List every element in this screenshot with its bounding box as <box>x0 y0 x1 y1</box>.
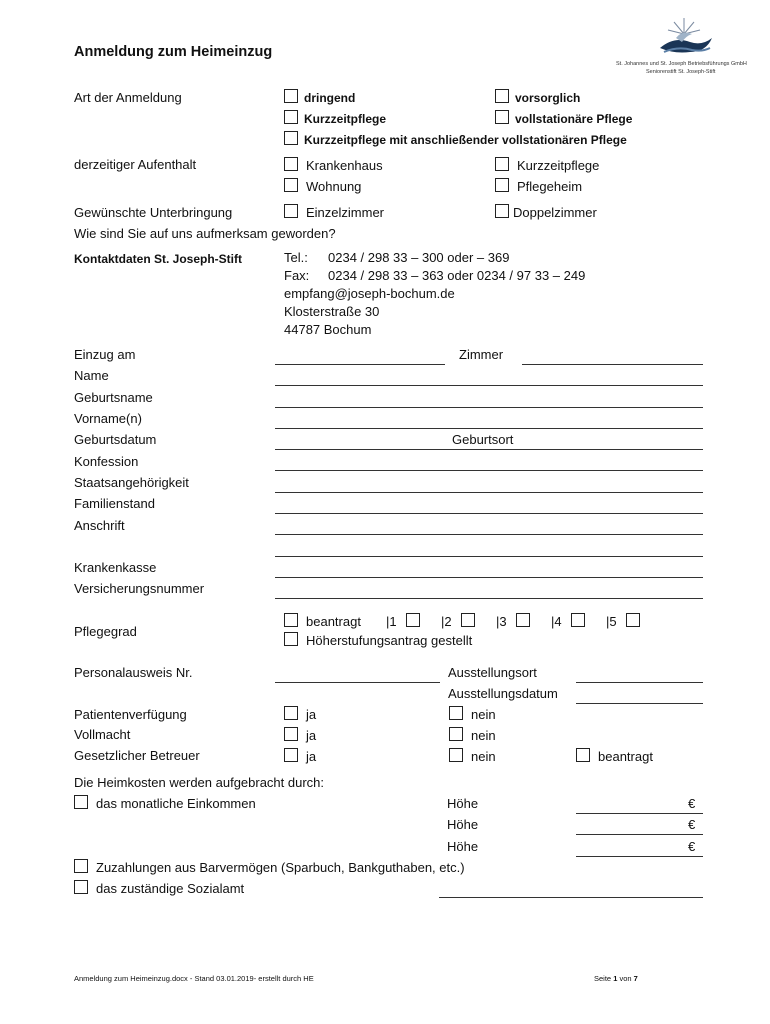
patient-ja-label: ja <box>306 707 317 722</box>
patient-nein-label: nein <box>471 707 496 722</box>
logo-text-line1: St. Johannes und St. Joseph Betriebsführungs GmbH <box>616 61 747 67</box>
grad-3-label: |3 <box>496 614 507 629</box>
hoeherstufung-label: Höherstufungsantrag gestellt <box>306 633 473 648</box>
vollmacht-nein-label: nein <box>471 728 496 743</box>
pflegeheim-label: Pflegeheim <box>517 179 583 194</box>
ausweis-label: Personalausweis Nr. <box>74 665 193 680</box>
total-pages: 7 <box>633 974 638 983</box>
vorsorglich-checkbox[interactable] <box>495 89 509 103</box>
aufenthalt-kurzzeitpflege-label: Kurzzeitpflege <box>517 158 600 173</box>
logo-text-line2: Seniorenstift St. Joseph-Stift <box>646 69 716 75</box>
tel-number: 0234 / 298 33 – 300 oder – 369 <box>328 250 510 265</box>
ausstellungsort-label: Ausstellungsort <box>448 665 537 680</box>
pflegeheim-checkbox[interactable] <box>495 178 509 192</box>
anschrift-field-2[interactable] <box>275 556 703 557</box>
einzug-label: Einzug am <box>74 347 136 362</box>
einkommen-label: das monatliche Einkommen <box>96 796 256 811</box>
email-link[interactable]: empfang@joseph-bochum.de <box>284 286 455 301</box>
wohnung-checkbox[interactable] <box>284 178 298 192</box>
kurzzeitpflege-label: Kurzzeitpflege <box>304 112 387 126</box>
geburtsname-label: Geburtsname <box>74 390 153 405</box>
zimmer-label: Zimmer <box>459 347 504 362</box>
staatsangehoerigkeit-label: Staatsangehörigkeit <box>74 475 189 490</box>
wohnung-label: Wohnung <box>306 179 362 194</box>
familienstand-label: Familienstand <box>74 496 155 511</box>
betreuer-beantragt-label: beantragt <box>598 749 653 764</box>
pflegegrad-beantragt-checkbox[interactable] <box>284 613 298 627</box>
art-label: Art der Anmeldung <box>74 90 182 105</box>
hoehe-label-3: Höhe <box>447 839 479 854</box>
aufenthalt-kurzzeitpflege-checkbox[interactable] <box>495 157 509 171</box>
doppelzimmer-checkbox[interactable] <box>495 204 509 218</box>
aufenthalt-label: derzeitiger Aufenthalt <box>74 157 197 172</box>
vollmacht-ja-label: ja <box>306 728 317 743</box>
geburtsname-field[interactable] <box>275 407 703 408</box>
dringend-checkbox[interactable] <box>284 89 298 103</box>
kurzzeit-anschluss-checkbox[interactable] <box>284 131 298 145</box>
page-title: Anmeldung zum Heimeinzug <box>74 44 273 60</box>
grad-1-checkbox[interactable] <box>406 613 420 627</box>
krankenkasse-label: Krankenkasse <box>74 560 157 575</box>
grad-4-label: |4 <box>551 614 562 629</box>
einzelzimmer-checkbox[interactable] <box>284 204 298 218</box>
krankenhaus-checkbox[interactable] <box>284 157 298 171</box>
logo <box>612 12 747 78</box>
krankenhaus-label: Krankenhaus <box>306 158 383 173</box>
hoehe-label-1: Höhe <box>447 796 479 811</box>
ausstellungsdatum-field[interactable] <box>576 703 703 704</box>
euro-2: € <box>688 817 696 832</box>
vollstationaer-checkbox[interactable] <box>495 110 509 124</box>
city-address: 44787 Bochum <box>284 322 372 337</box>
konfession-label: Konfession <box>74 454 139 469</box>
kontakt-label: Kontaktdaten St. Joseph-Stift <box>74 252 243 266</box>
grad-5-checkbox[interactable] <box>626 613 640 627</box>
anschrift-field-1[interactable] <box>275 534 703 535</box>
geburtsdatum-label: Geburtsdatum <box>74 432 157 447</box>
page-number <box>594 971 638 987</box>
ausstellungsort-field[interactable] <box>576 682 703 683</box>
versicherungsnummer-field[interactable] <box>275 598 703 599</box>
hoeherstufung-checkbox[interactable] <box>284 632 298 646</box>
vollmacht-label: Vollmacht <box>74 727 131 742</box>
vollmacht-nein-checkbox[interactable] <box>449 727 463 741</box>
patientenverfuegung-label: Patientenverfügung <box>74 707 187 722</box>
pflegegrad-beantragt-label: beantragt <box>306 614 361 629</box>
logo-icon <box>612 12 742 60</box>
vollstationaer-label: vollstationäre Pflege <box>515 112 633 126</box>
grad-4-checkbox[interactable] <box>571 613 585 627</box>
dringend-label: dringend <box>304 91 356 105</box>
grad-5-label: |5 <box>606 614 617 629</box>
seite-word: Seite <box>594 974 612 983</box>
betreuer-label: Gesetzlicher Betreuer <box>74 748 200 763</box>
footer-text: Anmeldung zum Heimeinzug.docx - Stand 03.01.2019- erstellt durch HE <box>74 974 314 983</box>
vorname-field[interactable] <box>275 428 703 429</box>
betreuer-nein-checkbox[interactable] <box>449 748 463 762</box>
euro-3: € <box>688 839 696 854</box>
name-field[interactable] <box>275 385 703 386</box>
tel-label: Tel.: <box>284 250 308 265</box>
zuzahlung-label: Zuzahlungen aus Barvermögen (Sparbuch, Bankguthaben, etc.) <box>96 860 465 875</box>
unterbringung-label: Gewünschte Unterbringung <box>74 205 233 220</box>
zuzahlung-checkbox[interactable] <box>74 859 88 873</box>
betreuer-ja-checkbox[interactable] <box>284 748 298 762</box>
aufmerksam-question: Wie sind Sie auf uns aufmerksam geworden? <box>74 226 336 241</box>
name-label: Name <box>74 368 109 383</box>
einzelzimmer-label: Einzelzimmer <box>306 205 385 220</box>
street-address: Klosterstraße 30 <box>284 304 380 319</box>
hoehe-field-3[interactable] <box>576 856 703 857</box>
sozialamt-label: das zuständige Sozialamt <box>96 881 245 896</box>
current-page: 1 <box>613 974 618 983</box>
ausstellungsdatum-label: Ausstellungsdatum <box>448 686 558 701</box>
kosten-intro: Die Heimkosten werden aufgebracht durch: <box>74 775 325 790</box>
hoehe-field-2[interactable] <box>576 834 703 835</box>
krankenkasse-field[interactable] <box>275 577 703 578</box>
grad-2-checkbox[interactable] <box>461 613 475 627</box>
sozialamt-checkbox[interactable] <box>74 880 88 894</box>
kurzzeit-anschluss-label: Kurzzeitpflege mit anschließender vollstationären Pflege <box>304 133 627 147</box>
hoehe-field-1[interactable] <box>576 813 703 814</box>
sozialamt-field[interactable] <box>439 897 703 898</box>
vorsorglich-label: vorsorglich <box>515 91 581 105</box>
zimmer-field[interactable] <box>522 364 703 365</box>
euro-1: € <box>688 796 696 811</box>
fax-number: 0234 / 298 33 – 363 oder 0234 / 97 33 – 249 <box>328 268 586 283</box>
staatsangehoerigkeit-field[interactable] <box>275 492 703 493</box>
geburtsort-label: Geburtsort <box>452 432 514 447</box>
doppelzimmer-label: Doppelzimmer <box>513 205 597 220</box>
betreuer-beantragt-checkbox[interactable] <box>576 748 590 762</box>
vorname-label: Vorname(n) <box>74 411 142 426</box>
von-word: von <box>619 974 632 983</box>
grad-3-checkbox[interactable] <box>516 613 530 627</box>
einzug-field[interactable] <box>275 364 445 365</box>
konfession-field[interactable] <box>275 470 703 471</box>
kurzzeitpflege-checkbox[interactable] <box>284 110 298 124</box>
grad-2-label: |2 <box>441 614 452 629</box>
pflegegrad-label: Pflegegrad <box>74 624 137 639</box>
betreuer-nein-label: nein <box>471 749 496 764</box>
grad-1-label: |1 <box>386 614 397 629</box>
patient-nein-checkbox[interactable] <box>449 706 463 720</box>
vollmacht-ja-checkbox[interactable] <box>284 727 298 741</box>
familienstand-field[interactable] <box>275 513 703 514</box>
geburtsdatum-field[interactable] <box>275 449 703 450</box>
einkommen-checkbox[interactable] <box>74 795 88 809</box>
betreuer-ja-label: ja <box>306 749 317 764</box>
anschrift-label: Anschrift <box>74 518 125 533</box>
versicherungsnummer-label: Versicherungsnummer <box>74 581 205 596</box>
fax-label: Fax: <box>284 268 310 283</box>
ausweis-field[interactable] <box>275 682 440 683</box>
hoehe-label-2: Höhe <box>447 817 479 832</box>
patient-ja-checkbox[interactable] <box>284 706 298 720</box>
